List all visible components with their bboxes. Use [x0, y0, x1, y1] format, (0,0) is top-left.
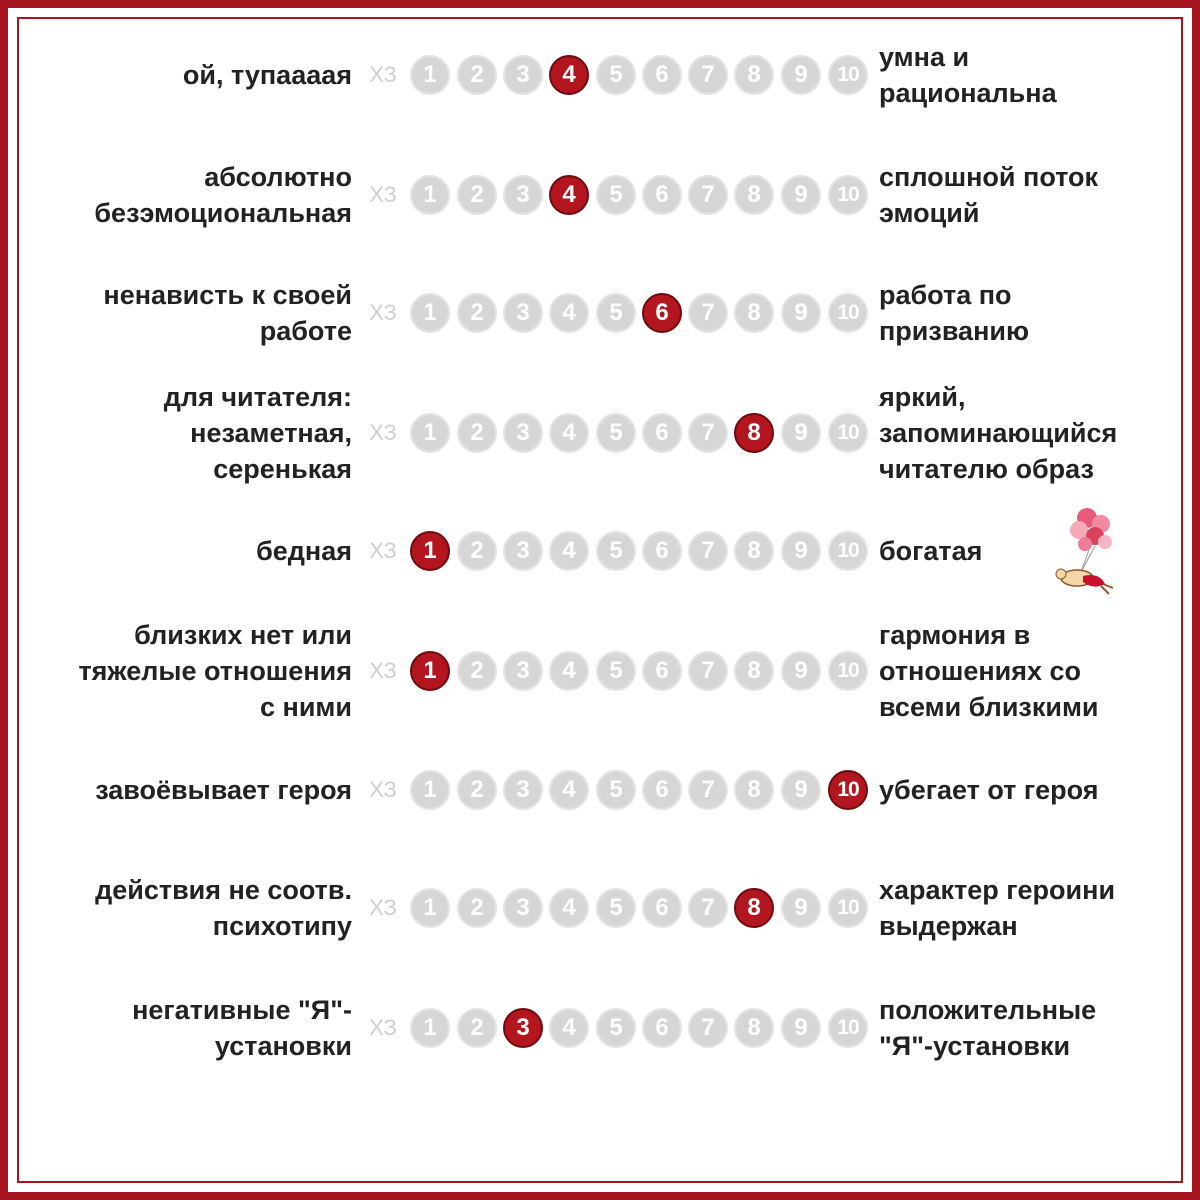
score-circle: 5 — [596, 175, 636, 215]
score-circle: 10 — [828, 293, 868, 333]
score-circle: 4 — [549, 293, 589, 333]
score-circle: 10 — [828, 413, 868, 453]
score-circle: 4 — [549, 413, 589, 453]
score-circle: 9 — [781, 531, 821, 571]
score-circle: 6 — [642, 55, 682, 95]
selected-score-circle: 1 — [410, 651, 450, 691]
right-pole-label: яркий, запоминающийся читателю образ — [879, 382, 1118, 484]
score-circle: 3 — [503, 413, 543, 453]
score-circle: 7 — [688, 888, 728, 928]
score-circle: 6 — [642, 1008, 682, 1048]
score-circle: 5 — [596, 55, 636, 95]
score-circle: 5 — [596, 770, 636, 810]
score-circle: 2 — [457, 1008, 497, 1048]
selected-score-circle: 4 — [549, 175, 589, 215]
unknown-option-label: ХЗ — [369, 1015, 397, 1040]
score-circle: 3 — [503, 770, 543, 810]
score-circle: 9 — [781, 1008, 821, 1048]
score-circle: 3 — [503, 651, 543, 691]
score-circle: 3 — [503, 55, 543, 95]
score-circle: 9 — [781, 55, 821, 95]
unknown-option-label: ХЗ — [369, 538, 397, 563]
score-circle: 2 — [457, 293, 497, 333]
score-circle: 3 — [503, 531, 543, 571]
score-circle: 7 — [688, 531, 728, 571]
right-pole-label: положительные "Я"-установки — [879, 995, 1097, 1061]
score-circle: 9 — [781, 293, 821, 333]
score-circle: 7 — [688, 413, 728, 453]
score-circle: 3 — [503, 293, 543, 333]
score-circle: 6 — [642, 175, 682, 215]
unknown-option-label: ХЗ — [369, 420, 397, 445]
score-circle: 1 — [410, 413, 450, 453]
score-circle: 1 — [410, 888, 450, 928]
right-pole-label: сплошной поток эмоций — [879, 162, 1099, 228]
score-circle: 7 — [688, 55, 728, 95]
left-pole-label: ненависть к своей работе — [103, 280, 352, 346]
right-pole-label: работа по призванию — [879, 280, 1030, 346]
unknown-option-label: ХЗ — [369, 300, 397, 325]
score-circle: 8 — [734, 651, 774, 691]
score-circle: 9 — [781, 770, 821, 810]
selected-score-circle: 1 — [410, 531, 450, 571]
score-circle: 10 — [828, 1008, 868, 1048]
right-pole-label: умна и рациональна — [879, 42, 1057, 108]
score-circle: 1 — [410, 55, 450, 95]
selected-score-circle: 10 — [828, 770, 868, 810]
score-circle: 4 — [549, 531, 589, 571]
score-circle: 5 — [596, 293, 636, 333]
score-circle: 8 — [734, 175, 774, 215]
score-circle: 10 — [828, 531, 868, 571]
score-circle: 6 — [642, 770, 682, 810]
left-pole-label: для читателя: незаметная, серенькая — [163, 382, 352, 484]
score-circle: 1 — [410, 770, 450, 810]
score-circle: 4 — [549, 651, 589, 691]
score-circle: 4 — [549, 888, 589, 928]
score-circle: 1 — [410, 1008, 450, 1048]
score-circle: 6 — [642, 888, 682, 928]
score-circle: 5 — [596, 888, 636, 928]
score-circle: 10 — [828, 888, 868, 928]
score-circle: 3 — [503, 888, 543, 928]
score-circle: 6 — [642, 531, 682, 571]
right-pole-label: убегает от героя — [879, 775, 1099, 805]
score-circle: 5 — [596, 651, 636, 691]
score-circle: 5 — [596, 413, 636, 453]
unknown-option-label: ХЗ — [369, 658, 397, 683]
score-circle: 6 — [642, 651, 682, 691]
score-circle: 2 — [457, 413, 497, 453]
left-pole-label: ой, тупаааая — [182, 60, 352, 90]
score-circle: 7 — [688, 1008, 728, 1048]
selected-score-circle: 8 — [734, 413, 774, 453]
score-circle: 8 — [734, 531, 774, 571]
score-circle: 2 — [457, 888, 497, 928]
score-circle: 8 — [734, 770, 774, 810]
selected-score-circle: 6 — [642, 293, 682, 333]
score-circle: 6 — [642, 413, 682, 453]
score-circle: 9 — [781, 413, 821, 453]
score-circle: 2 — [457, 55, 497, 95]
score-circle: 7 — [688, 770, 728, 810]
score-circle: 4 — [549, 770, 589, 810]
score-circle: 2 — [457, 175, 497, 215]
right-pole-label: гармония в отношениях со всеми близкими — [879, 620, 1099, 722]
score-circle: 9 — [781, 888, 821, 928]
left-pole-label: бедная — [256, 536, 352, 566]
unknown-option-label: ХЗ — [369, 62, 397, 87]
score-circle: 10 — [828, 55, 868, 95]
score-circle: 8 — [734, 55, 774, 95]
score-circle: 5 — [596, 531, 636, 571]
score-circle: 1 — [410, 175, 450, 215]
right-pole-label: богатая — [879, 536, 983, 566]
unknown-option-label: ХЗ — [369, 895, 397, 920]
selected-score-circle: 3 — [503, 1008, 543, 1048]
left-pole-label: абсолютно безэмоциональная — [94, 162, 352, 228]
balloons-heart-icon — [1043, 502, 1123, 602]
score-circle: 9 — [781, 651, 821, 691]
score-circle: 4 — [549, 1008, 589, 1048]
score-circle: 8 — [734, 293, 774, 333]
score-circle: 10 — [828, 175, 868, 215]
selected-score-circle: 4 — [549, 55, 589, 95]
score-circle: 3 — [503, 175, 543, 215]
score-circle: 10 — [828, 651, 868, 691]
score-circle: 7 — [688, 293, 728, 333]
left-pole-label: близких нет или тяжелые отношения с ними — [78, 620, 352, 722]
left-pole-label: действия не соотв. психотипу — [95, 875, 352, 941]
score-circle: 2 — [457, 770, 497, 810]
score-circle: 1 — [410, 293, 450, 333]
left-pole-label: завоёвывает героя — [95, 775, 352, 805]
score-circle: 7 — [688, 175, 728, 215]
selected-score-circle: 8 — [734, 888, 774, 928]
score-circle: 9 — [781, 175, 821, 215]
score-circle: 5 — [596, 1008, 636, 1048]
left-pole-label: негативные "Я"- установки — [132, 995, 352, 1061]
score-circle: 2 — [457, 531, 497, 571]
score-circle: 7 — [688, 651, 728, 691]
unknown-option-label: ХЗ — [369, 182, 397, 207]
score-circle: 8 — [734, 1008, 774, 1048]
unknown-option-label: ХЗ — [369, 777, 397, 802]
right-pole-label: характер героини выдержан — [879, 875, 1116, 941]
score-circle: 2 — [457, 651, 497, 691]
